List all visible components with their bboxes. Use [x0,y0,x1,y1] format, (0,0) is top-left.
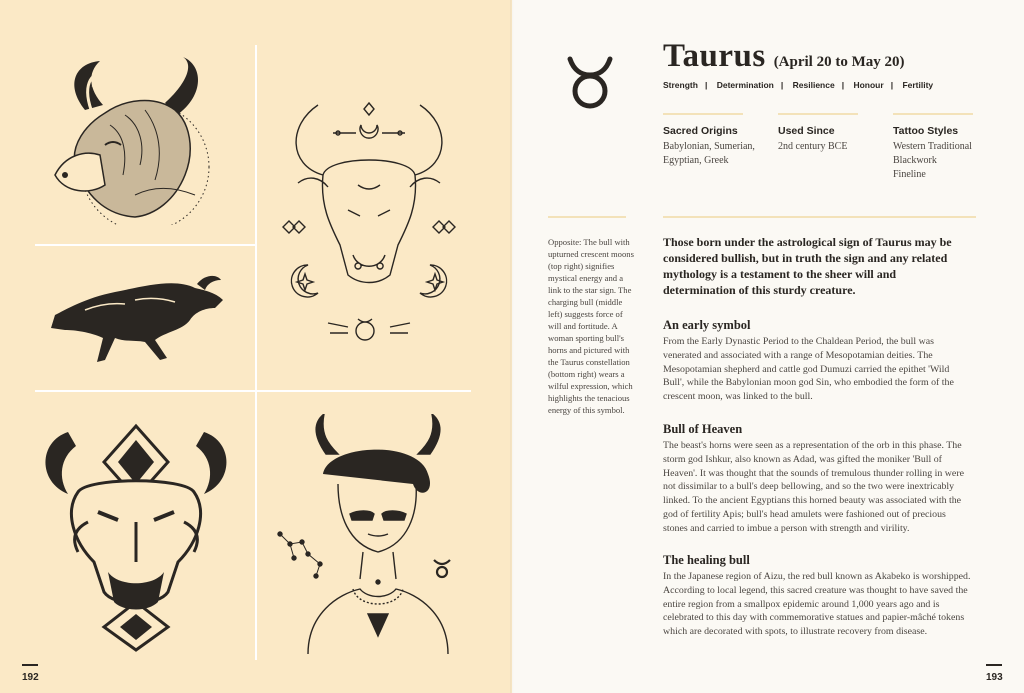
bull-portrait-illustration [45,55,220,225]
trait: Fertility [902,80,934,90]
lead-paragraph: Those born under the astrological sign of Taurus may be considered bullish, but in truth the sign and any related mythology is a testament to the sheer will and determination of this sturdy creature. [663,235,952,297]
accent-rule [778,113,858,115]
image-caption: Opposite: The bull with upturned crescent moons (top right) signifies mystical energy and a link to the star sign. The charging bull (middle left) suggests force of will and fortitude. A woman sporting bull's horns and pictured with the Taurus constellation (bottom right) wears a wilful expression, which highlights the tenacious energy of this symbol. [548,237,634,415]
section-body: The beast's horns were seen as a representation of the orb in this phase. The storm god Ishkur, also known as Adad, was gifted the moniker 'Bull of Heaven'. It was thought that the sounds of tremulous thunder rolling in were not dissimilar to a bull's deep bellowing, and so the two were inextricably linked. To the ancient Egyptians this horned beauty was associated with the god of fertility Apis; bull's head amulets were fashioned out of precious stones and carried to imbue a person with strength and virility. [663,440,964,534]
taurus-glyph-icon [566,55,614,111]
sign-dates: (April 20 to May 20) [773,54,905,70]
section-heading: Bull of Heaven [663,422,743,436]
info-label: Used Since [778,125,835,137]
page-number-right: 193 [986,664,1003,683]
trait: Determination [716,80,774,90]
ornamental-bull-illustration [38,422,234,652]
info-tattoo-styles: Tattoo Styles Western Traditional Blackwork Fineline [893,125,972,180]
trait: Honour [853,80,884,90]
section-healing-bull [663,553,973,639]
crescent-moon-bull-illustration [278,95,460,345]
trait: Strength [663,80,698,90]
charging-bull-illustration [45,270,230,370]
accent-rule [893,113,973,115]
section-heading: An early symbol [663,318,751,332]
accent-rule [663,113,743,115]
info-sacred-origins: Sacred Origins Babylonian, Sumerian, Egyptian, Greek [663,125,755,166]
section-early-symbol [663,318,973,404]
grid-divider-vertical [255,45,257,660]
grid-divider-horizontal [35,390,471,392]
section-body: From the Early Dynastic Period to the Chaldean Period, the bull was venerated and associated with a range of Mesopotamian deities. The Mesopotamian shepherd and cattle god Dumuzi carried the epithet 'Wild Bull', while the Babylonian moon god Sin, who embodied the form of the crescent moon, was linked to the bull. [663,336,954,403]
trait: Resilience [792,80,835,90]
grid-divider-horizontal [35,244,255,246]
trait-list: Strength | Determination | Resilience | Honour | Fertility [663,80,934,90]
info-label: Tattoo Styles [893,125,959,137]
sign-name: Taurus [663,38,766,74]
horned-woman-illustration [268,414,468,654]
accent-rule [663,216,976,218]
page-number-left: 192 [22,664,39,683]
sign-title [663,38,905,75]
info-used-since: Used Since 2nd century BCE [778,125,848,152]
page-gutter [510,0,514,693]
info-label: Sacred Origins [663,125,738,137]
accent-rule [548,216,626,218]
section-bull-of-heaven [663,422,973,536]
section-heading: The healing bull [663,553,750,567]
section-body: In the Japanese region of Aizu, the red bull known as Akabeko is worshipped. According to local legend, this sacred creature was thought to have saved the entire region from a smallpox epidemic around 1,000 years ago and is celebrated to this day with commemorative statues and papier-mâché tokens which are decorated with spots, to illustrate recovery from disease. [663,571,971,638]
